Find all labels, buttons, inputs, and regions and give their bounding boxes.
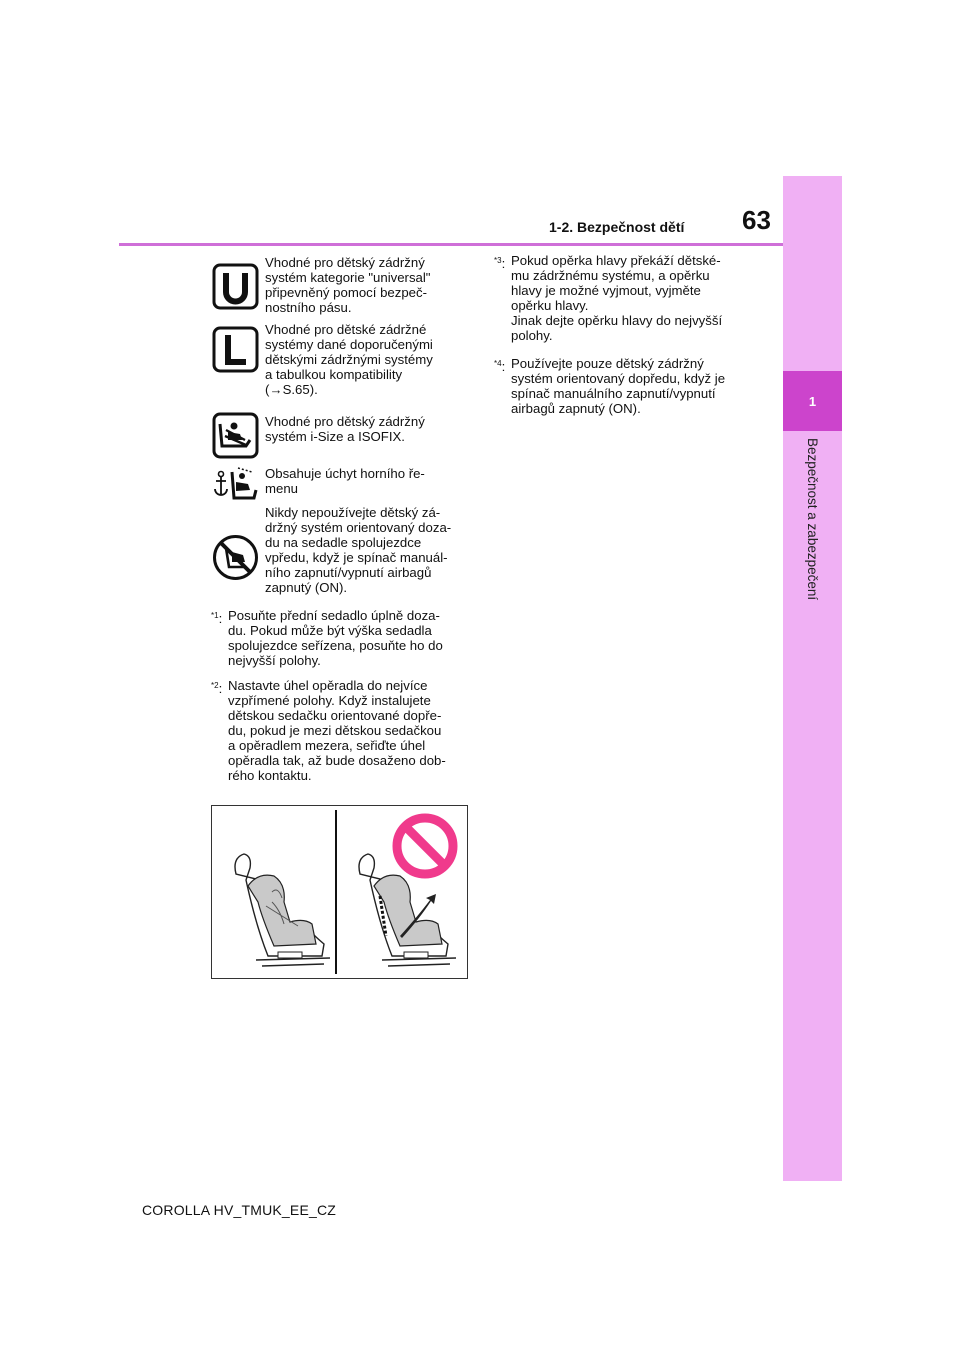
- chapter-title: Bezpečnost a zabezpečení: [805, 438, 820, 601]
- symbol-description: Vhodné pro dětské zádržné systémy dané doporučenými dětskými zádržnými systémy a tabulkou kompatibility (→S.65).: [265, 322, 433, 397]
- header-rule: [119, 243, 783, 246]
- seat-illustration-svg: [212, 806, 467, 978]
- footnote-marker: $^{*4}$:: [494, 359, 506, 374]
- page-number: 63: [742, 205, 771, 235]
- document-id: COROLLA HV_TMUK_EE_CZ: [142, 1202, 337, 1218]
- seat-upright-drawing: [235, 854, 330, 966]
- symbol-description: Nikdy nepoužívejte dětský zá- držný systém orientovaný doza- du na sedadle spolujezdce vpředu, když je spínač manuál- ního zapnutí/vypnutí airbagů zapnutý (ON).: [265, 505, 452, 595]
- isofix-seat-icon: [212, 412, 259, 459]
- footnote-text: Používejte pouze dětský zádržný systém orientovaný dopředu, když je spínač manuálního zapnutí/vypnutí airbagů zapnutý (ON).: [511, 356, 726, 416]
- letter-u-icon: [212, 263, 259, 310]
- symbol-description: Vhodné pro dětský zádržný systém i-Size a ISOFIX.: [265, 414, 425, 444]
- footnote-text: Nastavte úhel opěradla do nejvíce vzpřímené polohy. Když instalujete dětskou sedačku orientované dopře- du, pokud je mezi dětskou sedačkou a opěradlem mezera, seřiďte úhel opěradla tak, až bude dosaženo dob- rého kontaktu.: [228, 678, 446, 783]
- letter-l-icon: [212, 326, 259, 373]
- symbol-description: Vhodné pro dětský zádržný systém kategorie "universal" připevněný pomocí bezpeč- nostního pásu.: [265, 255, 431, 315]
- side-tab-strip: [783, 176, 842, 1181]
- footnote-marker: $^{*2}$:: [211, 681, 223, 696]
- section-title: 1-2. Bezpečnost dětí: [549, 219, 685, 235]
- top-tether-anchor-icon: [212, 464, 259, 511]
- seat-adjustment-illustration: [211, 805, 468, 979]
- chapter-number-tab[interactable]: 1: [783, 371, 842, 431]
- symbol-description: Obsahuje úchyt horního ře- menu: [265, 466, 425, 496]
- footnote-marker: $^{*1}$:: [211, 611, 223, 626]
- prohibition-icon: [397, 818, 453, 874]
- footnote-text: Pokud opěrka hlavy překáží dětské- mu zádržnému systému, a opěrku hlavy je možné vyjmout, vyjměte opěrku hlavy. Jinak dejte opěrku hlavy do nejvyšší polohy.: [511, 253, 723, 343]
- footnote-marker: $^{*3}$:: [494, 256, 506, 271]
- footnote-text: Posuňte přední sedadlo úplně doza- du. Pokud může být výška sedadla spolujezdce seřízena, posuňte ho do nejvyšší polohy.: [228, 608, 443, 668]
- chapter-title-tab: [783, 438, 842, 678]
- no-forward-facing-seat-icon: [212, 534, 259, 581]
